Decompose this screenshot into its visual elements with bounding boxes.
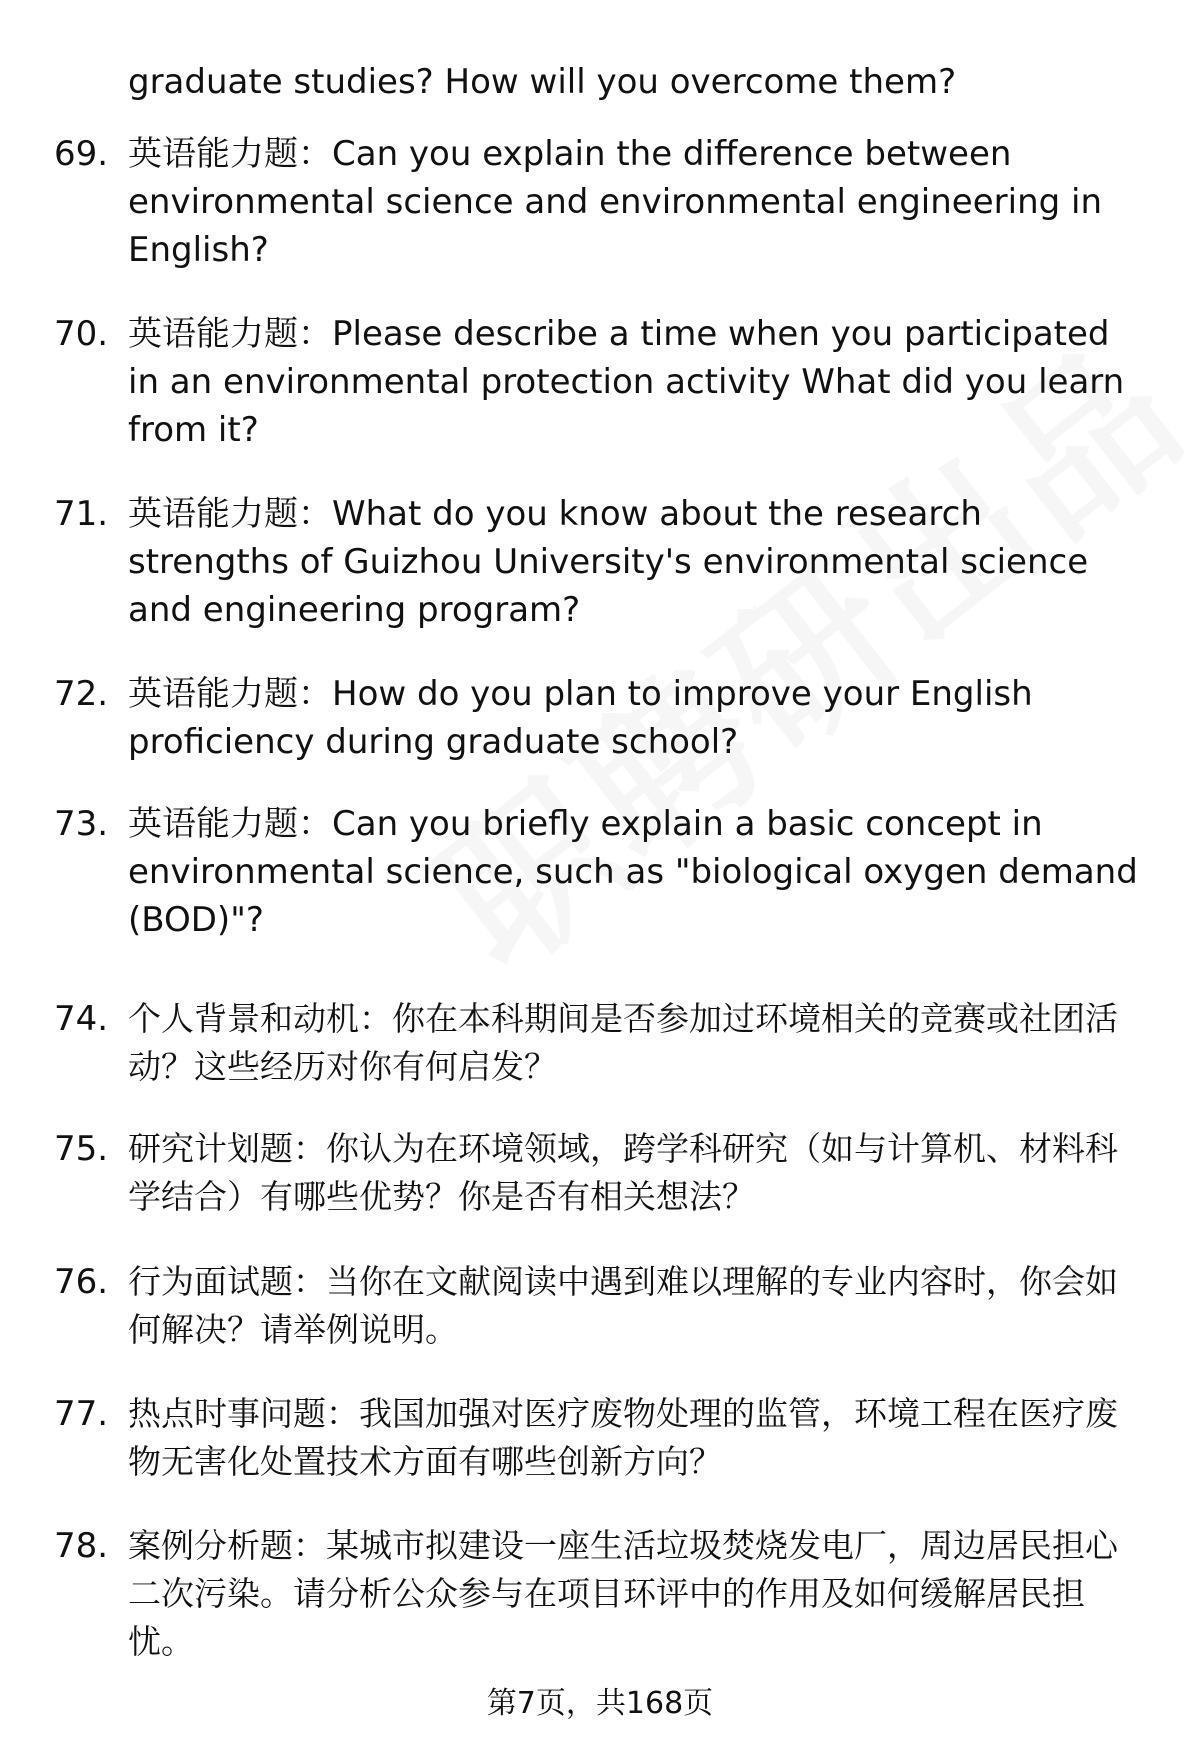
- question-number: 76.: [54, 1262, 109, 1302]
- question-text: 英语能力题：Can you explain the difference between environmental science and environmental engineering in English?: [128, 134, 1102, 270]
- question-number: 73.: [54, 804, 109, 844]
- question-text: 案例分析题：某城市拟建设一座生活垃圾焚烧发电厂，周边居民担心二次污染。请分析公众参与在项目环评中的作用及如何缓解居民担忧。: [128, 1526, 1118, 1661]
- question-number: 72.: [54, 674, 109, 714]
- question-text: 英语能力题：Please describe a time when you participated in an environmental protection activity What did you learn from it?: [128, 314, 1125, 450]
- question-number: 74.: [54, 999, 109, 1039]
- question-number: 70.: [54, 314, 109, 354]
- continuation-text: graduate studies? How will you overcome them?: [128, 62, 957, 102]
- question-number: 71.: [54, 494, 109, 534]
- question-number: 75.: [54, 1129, 109, 1169]
- question-number: 77.: [54, 1394, 109, 1434]
- question-text: 行为面试题：当你在文献阅读中遇到难以理解的专业内容时，你会如何解决？请举例说明。: [128, 1262, 1118, 1349]
- question-text: 个人背景和动机：你在本科期间是否参加过环境相关的竞赛或社团活动？这些经历对你有何启发？: [128, 999, 1118, 1086]
- question-text: 热点时事问题：我国加强对医疗废物处理的监管，环境工程在医疗废物无害化处置技术方面有哪些创新方向？: [128, 1394, 1118, 1481]
- question-text: 英语能力题：Can you briefly explain a basic concept in environmental science, such as "biological oxygen demand (BOD)"?: [128, 804, 1138, 940]
- page-footer: 第7页，共168页: [486, 1686, 714, 1721]
- question-number: 69.: [54, 134, 109, 174]
- question-text: 英语能力题：What do you know about the research strengths of Guizhou University's environmental science and engineering program?: [128, 494, 1089, 630]
- question-number: 78.: [54, 1526, 109, 1566]
- question-text: 英语能力题：How do you plan to improve your English proficiency during graduate school?: [128, 674, 1033, 762]
- question-text: 研究计划题：你认为在环境领域，跨学科研究（如与计算机、材料科学结合）有哪些优势？你是否有相关想法？: [128, 1129, 1118, 1216]
